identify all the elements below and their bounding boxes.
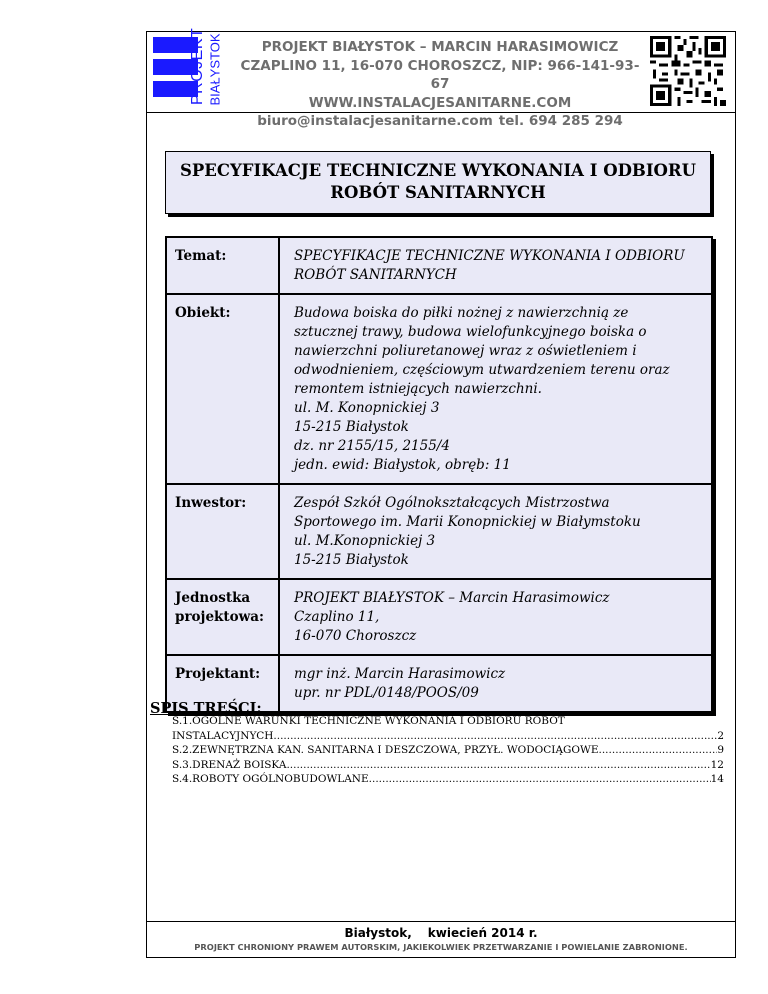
info-line: PROJEKT BIAŁYSTOK – Marcin Harasimowicz (294, 590, 610, 606)
info-row-object (166, 294, 712, 484)
info-line: mgr inż. Marcin Harasimowicz (294, 666, 506, 682)
toc-entry[interactable] (172, 758, 724, 773)
date: kwiecień 2014 r. (427, 926, 538, 940)
toc-entry[interactable] (172, 729, 724, 744)
info-line: upr. nr PDL/0148/POOS/09 (294, 685, 479, 701)
info-line: remontem istniejących nawierzchni. (294, 381, 542, 397)
info-key: Inwestor: (166, 484, 279, 579)
info-key: Projektant: (166, 655, 279, 712)
info-line: Zespół Szkół Ogólnokształcących Mistrzostwa (294, 495, 610, 511)
toc-entry-page: 12 (710, 758, 724, 771)
toc-entry-page: 9 (717, 744, 724, 757)
info-line: sztucznej trawy, budowa wielofunkcyjnego boiska o (294, 324, 647, 340)
logo-text-bialystok: BIAŁYSTOK (207, 33, 223, 106)
toc-leader (286, 758, 710, 773)
toc-leader (273, 729, 717, 744)
info-value (279, 294, 712, 484)
toc-entry-line[interactable]: S.1.OGÓLNE WARUNKI TECHNICZNE WYKONANIA I ODBIORU ROBÓT (172, 715, 565, 727)
qr-code-icon (650, 36, 726, 106)
document-title (165, 151, 711, 214)
info-value (279, 655, 712, 712)
info-line: jedn. ewid: Białystok, obręb: 11 (294, 457, 511, 473)
toc-leader (369, 772, 711, 787)
company-name: PROJEKT BIAŁYSTOK – MARCIN HARASIMOWICZ (261, 39, 619, 55)
company-website: WWW.INSTALACJESANITARNE.COM (308, 94, 572, 111)
info-value (279, 484, 712, 579)
info-line: odwodnieniem, częściowym utwardzeniem terenu oraz (294, 362, 670, 378)
info-value (279, 579, 712, 655)
company-header (240, 38, 640, 131)
info-row-design-unit (166, 579, 712, 655)
info-row-topic (166, 237, 712, 294)
footer-divider (146, 921, 736, 922)
toc-entry-page: 2 (717, 729, 724, 742)
info-key: Obiekt: (166, 294, 279, 484)
place: Białystok, (344, 926, 412, 940)
table-of-contents (172, 714, 724, 787)
info-key-line: projektowa: (175, 609, 264, 625)
company-logo (150, 27, 228, 106)
info-row-investor (166, 484, 712, 579)
info-line: Sportowego im. Marii Konopnickiej w Białymstoku (294, 514, 641, 530)
project-info-table (165, 236, 713, 713)
info-line: 16-070 Choroszcz (294, 628, 417, 644)
copyright-notice: PROJEKT CHRONIONY PRAWEM AUTORSKIM, JAKIEKOLWIEK PRZETWARZANIE I POWIELANIE ZABRONIONE. (194, 942, 688, 952)
info-value (279, 237, 712, 294)
toc-entry-label: S.2.ZEWNĘTRZNA KAN. SANITARNA I DESZCZOWA, PRZYŁ. WODOCIĄGOWE (172, 744, 599, 757)
info-line: ul. M. Konopnickiej 3 (294, 400, 440, 416)
toc-entry[interactable] (172, 743, 724, 758)
toc-entry-label: S.4.ROBOTY OGÓLNOBUDOWLANE (172, 773, 369, 786)
info-line: ROBÓT SANITARNYCH (294, 267, 457, 283)
place-and-date (146, 926, 736, 940)
info-line: 15-215 Białystok (294, 419, 409, 435)
info-line: Budowa boiska do piłki nożnej z nawierzchnią ze (294, 305, 629, 321)
toc-entry-page: 14 (710, 773, 724, 786)
toc-entry-label: S.3.DRENAŻ BOISKA (172, 758, 287, 771)
company-address: CZAPLINO 11, 16-070 CHOROSZCZ, NIP: 966-141-93-67 (240, 57, 640, 92)
info-key-line: Jednostka (175, 590, 251, 606)
info-key: Temat: (166, 237, 279, 294)
company-email: biuro@instalacjesanitarne.com (257, 113, 493, 129)
toc-leader (599, 743, 718, 758)
info-line: dz. nr 2155/15, 2155/4 (294, 438, 450, 454)
title-line: SPECYFIKACJE TECHNICZNE WYKONANIA I ODBIORU (179, 161, 697, 180)
toc-entry[interactable] (172, 772, 724, 787)
info-line: 15-215 Białystok (294, 552, 409, 568)
info-key (166, 579, 279, 655)
info-line: nawierzchni poliuretanowej wraz z oświetleniem i (294, 343, 637, 359)
logo-text-projekt: PROJEKT (189, 27, 206, 105)
toc-heading: SPIS TREŚCI: (150, 700, 262, 717)
company-phone: tel. 694 285 294 (498, 113, 623, 129)
info-line: ul. M.Konopnickiej 3 (294, 533, 436, 549)
toc-entry-label: INSTALACYJNYCH (172, 729, 274, 742)
info-line: SPECYFIKACJE TECHNICZNE WYKONANIA I ODBIORU (294, 248, 685, 264)
info-line: Czaplino 11, (294, 609, 380, 625)
company-contact (240, 112, 640, 131)
title-line: ROBÓT SANITARNYCH (330, 183, 546, 202)
